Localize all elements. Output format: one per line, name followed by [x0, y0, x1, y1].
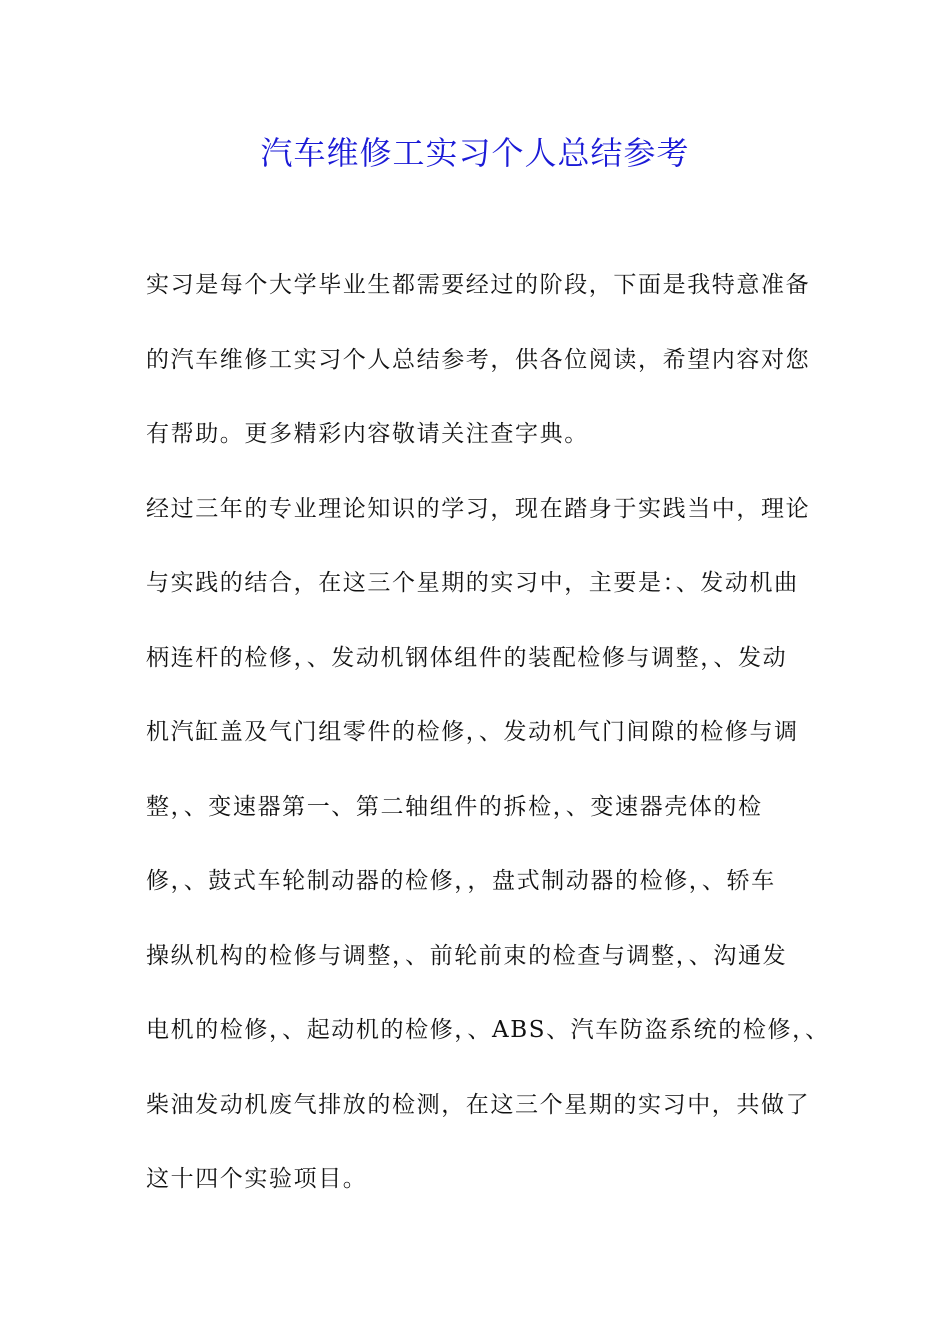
- text-line-8: 整，、变速器第一、第二轴组件的拆检，、变速器壳体的检: [146, 793, 763, 820]
- text-line-9: 修，、鼓式车轮制动器的检修，，盘式制动器的检修，、轿车: [146, 868, 776, 894]
- document-title: 汽车维修工实习个人总结参考: [260, 134, 690, 172]
- text-line-2: 的汽车维修工实习个人总结参考，供各位阅读，希望内容对您: [146, 346, 811, 373]
- text-line-11: 电机的检修，、起动机的检修，、ABS、汽车防盗系统的检修，、: [146, 1017, 830, 1043]
- text-line-10: 操纵机构的检修与调整，、前轮前束的检查与调整，、沟通发: [146, 942, 788, 969]
- text-line-1: 实习是每个大学毕业生都需要经过的阶段，下面是我特意准备: [146, 272, 811, 298]
- text-line-13: 这十四个实验项目。: [146, 1166, 368, 1192]
- text-line-4: 经过三年的专业理论知识的学习，现在踏身于实践当中，理论: [146, 495, 811, 522]
- document-body: [146, 265, 830, 1234]
- text-line-6: 柄连杆的检修，、发动机钢体组件的装配检修与调整，、发动: [146, 644, 788, 671]
- text-line-5: 与实践的结合，在这三个星期的实习中，主要是：、发动机曲: [146, 570, 799, 596]
- text-line-3: 有帮助。更多精彩内容敬请关注查字典。: [146, 421, 589, 447]
- text-line-7: 机汽缸盖及气门组零件的检修，、发动机气门间隙的检修与调: [146, 719, 799, 745]
- text-line-12: 柴油发动机废气排放的检测，在这三个星期的实习中，共做了: [146, 1091, 811, 1118]
